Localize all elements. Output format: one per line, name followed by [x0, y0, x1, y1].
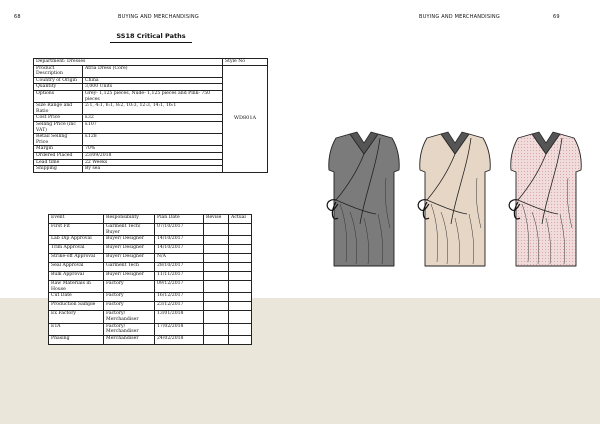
table-cell: Factory [104, 293, 155, 302]
table-cell [229, 254, 252, 263]
info-label: Retail Selling Price [34, 134, 83, 146]
table-row [49, 272, 252, 281]
info-label: Country of Origin [34, 77, 83, 84]
table-row [49, 323, 252, 335]
table-cell: 07/10/2017 [155, 224, 204, 236]
info-value: China [83, 77, 223, 84]
table-cell [229, 281, 252, 293]
title-underline [110, 42, 192, 43]
table-cell: Factory [104, 281, 155, 293]
table-cell: Buyer/ Designer [104, 245, 155, 254]
events-header-row [49, 215, 252, 224]
table-cell: Ex Factory [49, 311, 104, 323]
table-cell [204, 323, 229, 335]
left-page-number: 68 [14, 14, 21, 20]
table-cell: Cut Date [49, 293, 104, 302]
table-cell: Strike-off Approval [49, 254, 104, 263]
table-row [49, 263, 252, 272]
table-row [49, 245, 252, 254]
info-label: Margin [34, 146, 83, 153]
table-cell: Production Sample [49, 302, 104, 311]
table-row [49, 293, 252, 302]
table-cell: 28/10/2017 [155, 263, 204, 272]
table-cell: Bulk Approval [49, 272, 104, 281]
table-row [49, 254, 252, 263]
table-cell [204, 224, 229, 236]
table-cell [204, 254, 229, 263]
info-label: Selling Price (inc VAT) [34, 121, 83, 133]
table-cell: 16/12/2017 [155, 293, 204, 302]
info-value: £107 [83, 121, 223, 133]
table-cell [204, 311, 229, 323]
table-cell: Raw Materials in House [49, 281, 104, 293]
info-value: By sea [83, 166, 223, 173]
table-cell [204, 236, 229, 245]
table-cell [229, 335, 252, 344]
department-cell: Department: Dresses [34, 59, 223, 66]
table-cell: 11/11/2017 [155, 272, 204, 281]
dress-sketch-nude [411, 128, 499, 274]
info-value: £32 [83, 115, 223, 122]
table-cell [204, 272, 229, 281]
info-label: Lead time [34, 159, 83, 166]
info-value: £128 [83, 134, 223, 146]
info-value: Atria Dress (Core) [83, 65, 223, 77]
critical-path-table [48, 214, 252, 345]
info-value: 70% [83, 146, 223, 153]
table-cell: Buyer/ Designer [104, 272, 155, 281]
table-cell: Phasing [49, 335, 104, 344]
column-header: Revise [204, 215, 229, 224]
column-header: Actual [229, 215, 252, 224]
table-cell [229, 245, 252, 254]
table-cell [204, 263, 229, 272]
table-cell: Garment Tech [104, 263, 155, 272]
info-label: Size Range and Ratio [34, 103, 83, 115]
table-cell: Seal Approval [49, 263, 104, 272]
table-row [49, 311, 252, 323]
table-cell: 13/01/2018 [155, 311, 204, 323]
table-cell: Buyer/ Designer [104, 254, 155, 263]
table-cell: Lab Dip Approval [49, 236, 104, 245]
info-label: Options [34, 90, 83, 102]
table-cell [204, 281, 229, 293]
page-title: SS18 Critical Paths [116, 32, 186, 40]
table-cell: Trim Approval [49, 245, 104, 254]
info-value: Grey- 1,125 pieces, Nude- 1,125 pieces and Pink- 750 pieces [83, 90, 223, 102]
table-cell [229, 293, 252, 302]
table-cell: 09/12/2017 [155, 281, 204, 293]
table-cell [204, 293, 229, 302]
info-label: Product Description [34, 65, 83, 77]
table-cell: Merchandiser [104, 335, 155, 344]
dress-sketch-pink [502, 128, 590, 274]
table-row [49, 224, 252, 236]
table-cell: 17/02/2018 [155, 323, 204, 335]
table-cell: First Fit [49, 224, 104, 236]
info-label: Ordered Placed [34, 152, 83, 159]
info-label: Shipping [34, 166, 83, 173]
table-cell [229, 272, 252, 281]
table-cell: Buyer/ Designer [104, 236, 155, 245]
table-cell: 14/10/2017 [155, 236, 204, 245]
table-cell: Factory [104, 302, 155, 311]
column-header: Plan Date [155, 215, 204, 224]
style-number-value: WD801A [223, 65, 268, 172]
table-cell [204, 245, 229, 254]
table-cell: N/A [155, 254, 204, 263]
table-cell: 24/02/2018 [155, 335, 204, 344]
style-number-label: Style No [223, 59, 268, 66]
info-value: 22 Weeks [83, 159, 223, 166]
table-cell: Factory/ Merchandiser [104, 323, 155, 335]
table-cell [229, 236, 252, 245]
right-running-title: BUYING AND MERCHANDISING [419, 14, 500, 20]
dress-sketch-grey [320, 128, 408, 274]
info-label: Cost Price [34, 115, 83, 122]
product-info-table [33, 58, 268, 173]
info-value: 2:1, 4:1, 6:1, 8:2, 10:3, 12:3, 14:1, 16:1 [83, 103, 223, 115]
table-row [49, 302, 252, 311]
right-page-number: 69 [553, 14, 560, 20]
left-running-title: BUYING AND MERCHANDISING [118, 14, 199, 20]
table-cell [229, 323, 252, 335]
table-cell [204, 302, 229, 311]
table-cell: Factory/ Merchandiser [104, 311, 155, 323]
table-cell [229, 263, 252, 272]
info-row [34, 65, 268, 77]
table-cell [229, 311, 252, 323]
table-cell: 23/12/2017 [155, 302, 204, 311]
table-cell [229, 224, 252, 236]
table-row [49, 236, 252, 245]
table-cell: 14/10/2017 [155, 245, 204, 254]
info-value: 3,000 Units [83, 84, 223, 91]
table-cell: Garment Tech/ Buyer [104, 224, 155, 236]
column-header: Responsibility [104, 215, 155, 224]
info-label: Quantity [34, 84, 83, 91]
table-cell [229, 302, 252, 311]
table-row [49, 281, 252, 293]
table-cell: ETA [49, 323, 104, 335]
column-header: Event [49, 215, 104, 224]
info-value: 23/09/2018 [83, 152, 223, 159]
table-row [49, 335, 252, 344]
table-cell [204, 335, 229, 344]
